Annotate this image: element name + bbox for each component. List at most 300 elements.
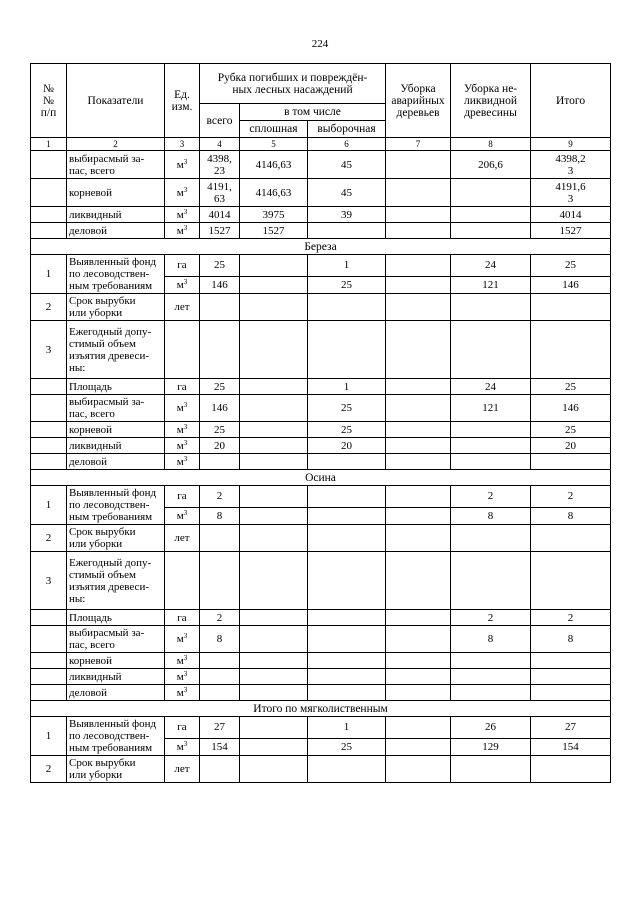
data-row xyxy=(31,151,611,179)
unit-cell xyxy=(165,507,200,524)
value-cell-c4: 4014 xyxy=(200,207,240,223)
unit-superscript: 3 xyxy=(183,454,188,463)
value-cell-c8: 206,6 xyxy=(451,151,531,179)
column-numbers-row xyxy=(31,138,611,151)
indicator-label: выбирасмый за- пас, всего xyxy=(67,151,165,179)
value-cell-c4: 1527 xyxy=(200,223,240,239)
value-cell-c5 xyxy=(240,438,308,454)
column-number: 8 xyxy=(451,138,531,151)
value-cell-c4: 25 xyxy=(200,422,240,438)
value-cell-c7 xyxy=(386,507,451,524)
value-cell-c6 xyxy=(308,669,386,685)
unit-cell xyxy=(165,179,200,207)
header-row-1 xyxy=(31,64,611,104)
empty-cell xyxy=(451,525,531,552)
empty-cell xyxy=(531,321,611,379)
indicator-label: Площадь xyxy=(67,610,165,626)
value-cell-c8 xyxy=(451,685,531,701)
value-cell-c7 xyxy=(386,717,451,739)
header-indicators: Показатели xyxy=(67,64,165,138)
empty-cell xyxy=(451,756,531,783)
value-cell-c6 xyxy=(308,507,386,524)
value-cell-c6 xyxy=(308,223,386,239)
value-cell-c5 xyxy=(240,276,308,293)
data-row xyxy=(31,610,611,626)
empty-cell xyxy=(386,756,451,783)
value-cell-c9 xyxy=(531,669,611,685)
value-cell-c9: 146 xyxy=(531,395,611,422)
indicator-label: Ежегодный допу- стимый объем изъятия древеси- ны: xyxy=(67,552,165,610)
value-cell-c8 xyxy=(451,223,531,239)
value-cell-c9: 146 xyxy=(531,276,611,293)
data-row xyxy=(31,379,611,395)
value-cell-c9: 20 xyxy=(531,438,611,454)
felling-table xyxy=(30,63,611,783)
unit-superscript: 3 xyxy=(183,653,188,662)
empty-cell xyxy=(240,525,308,552)
unit-superscript: 3 xyxy=(183,401,188,409)
unit-cell xyxy=(165,738,200,755)
row-number xyxy=(31,653,67,669)
value-cell-c4 xyxy=(200,653,240,669)
value-cell-c7 xyxy=(386,454,451,470)
value-cell-c9: 1527 xyxy=(531,223,611,239)
data-row xyxy=(31,552,611,610)
header-total: Итого xyxy=(531,64,611,138)
unit-cell xyxy=(165,626,200,653)
data-row xyxy=(31,207,611,223)
indicator-label: выбирасмый за- пас, всего xyxy=(67,626,165,653)
empty-cell xyxy=(451,294,531,321)
indicator-label: корневой xyxy=(67,179,165,207)
section-title-row xyxy=(31,470,611,486)
column-number: 5 xyxy=(240,138,308,151)
data-row xyxy=(31,294,611,321)
row-number xyxy=(31,151,67,179)
unit-label: м xyxy=(176,654,184,667)
empty-cell xyxy=(308,294,386,321)
value-cell-c4: 4398, 23 xyxy=(200,151,240,179)
section-title-row xyxy=(31,239,611,255)
value-cell-c5: 4146,63 xyxy=(240,179,308,207)
row-number xyxy=(31,207,67,223)
value-cell-c6: 20 xyxy=(308,438,386,454)
column-number: 6 xyxy=(308,138,386,151)
value-cell-c8: 8 xyxy=(451,507,531,524)
empty-cell xyxy=(200,552,240,610)
unit-cell xyxy=(165,422,200,438)
unit-superscript: 3 xyxy=(183,685,188,694)
value-cell-c6 xyxy=(308,653,386,669)
unit-cell xyxy=(165,294,200,321)
value-cell-c5: 3975 xyxy=(240,207,308,223)
value-cell-c4: 25 xyxy=(200,379,240,395)
indicator-label: ликвидный xyxy=(67,207,165,223)
value-cell-c7 xyxy=(386,653,451,669)
row-number: 1 xyxy=(31,717,67,756)
value-cell-c4: 2 xyxy=(200,486,240,508)
unit-label: м xyxy=(176,402,184,414)
row-number xyxy=(31,179,67,207)
empty-cell xyxy=(386,552,451,610)
column-number: 3 xyxy=(165,138,200,151)
empty-cell xyxy=(200,756,240,783)
indicator-label: Выявленный фонд по лесоводствен- ным требованиям xyxy=(67,255,165,294)
unit-label: м xyxy=(176,278,184,291)
unit-superscript: 3 xyxy=(183,207,188,216)
value-cell-c6: 25 xyxy=(308,276,386,293)
unit-cell xyxy=(165,276,200,293)
unit-cell xyxy=(165,255,200,277)
value-cell-c6: 25 xyxy=(308,395,386,422)
value-cell-c9: 2 xyxy=(531,610,611,626)
value-cell-c5 xyxy=(240,685,308,701)
empty-cell xyxy=(531,294,611,321)
header-all: всего xyxy=(200,104,240,138)
unit-label: м xyxy=(176,439,184,452)
data-row xyxy=(31,653,611,669)
value-cell-c8: 121 xyxy=(451,276,531,293)
value-cell-c5 xyxy=(240,507,308,524)
section-title: Береза xyxy=(31,239,611,255)
header-group: Рубка погибших и повреждён- ных лесных насаждений xyxy=(200,64,386,104)
value-cell-c7 xyxy=(386,179,451,207)
unit-cell xyxy=(165,525,200,552)
data-row xyxy=(31,321,611,379)
page-number: 224 xyxy=(311,38,329,50)
unit-cell xyxy=(165,223,200,239)
empty-cell xyxy=(451,552,531,610)
unit-superscript: 3 xyxy=(183,669,188,678)
value-cell-c5 xyxy=(240,379,308,395)
unit-cell xyxy=(165,438,200,454)
value-cell-c9: 4191,6 3 xyxy=(531,179,611,207)
header-emergency: Уборка аварийных деревьев xyxy=(386,64,451,138)
data-row xyxy=(31,669,611,685)
value-cell-c8 xyxy=(451,422,531,438)
value-cell-c4: 8 xyxy=(200,507,240,524)
row-number xyxy=(31,395,67,422)
value-cell-c8: 2 xyxy=(451,486,531,508)
value-cell-c4: 25 xyxy=(200,255,240,277)
data-row xyxy=(31,422,611,438)
empty-cell xyxy=(386,294,451,321)
unit-label: м xyxy=(176,208,184,221)
value-cell-c5 xyxy=(240,669,308,685)
value-cell-c8: 2 xyxy=(451,610,531,626)
row-number: 3 xyxy=(31,321,67,379)
section-title: Итого по мягколиственным xyxy=(31,701,611,717)
data-row xyxy=(31,486,611,508)
value-cell-c7 xyxy=(386,151,451,179)
value-cell-c5: 1527 xyxy=(240,223,308,239)
unit-label: м xyxy=(176,186,184,199)
value-cell-c5: 4146,63 xyxy=(240,151,308,179)
empty-cell xyxy=(165,552,200,610)
value-cell-c9 xyxy=(531,454,611,470)
header-number: № № п/п xyxy=(31,64,67,138)
value-cell-c8 xyxy=(451,207,531,223)
unit-cell xyxy=(165,151,200,179)
indicator-label: выбирасмый за- пас, всего xyxy=(67,395,165,422)
unit-label: м xyxy=(176,455,184,468)
empty-cell xyxy=(308,756,386,783)
empty-cell xyxy=(451,321,531,379)
row-number xyxy=(31,669,67,685)
row-number: 2 xyxy=(31,756,67,783)
row-number: 1 xyxy=(31,255,67,294)
indicator-label: деловой xyxy=(67,454,165,470)
row-number xyxy=(31,454,67,470)
data-row xyxy=(31,525,611,552)
value-cell-c8 xyxy=(451,669,531,685)
value-cell-c6: 1 xyxy=(308,379,386,395)
indicator-label: ликвидный xyxy=(67,669,165,685)
value-cell-c8 xyxy=(451,454,531,470)
value-cell-c5 xyxy=(240,626,308,653)
row-number xyxy=(31,379,67,395)
value-cell-c6: 25 xyxy=(308,738,386,755)
value-cell-c4 xyxy=(200,669,240,685)
value-cell-c7 xyxy=(386,610,451,626)
unit-superscript: 3 xyxy=(183,508,188,517)
empty-cell xyxy=(200,294,240,321)
value-cell-c8: 26 xyxy=(451,717,531,739)
unit-label: лет xyxy=(174,763,190,775)
value-cell-c8 xyxy=(451,653,531,669)
value-cell-c9: 154 xyxy=(531,738,611,755)
value-cell-c6: 1 xyxy=(308,717,386,739)
value-cell-c7 xyxy=(386,276,451,293)
data-row xyxy=(31,438,611,454)
indicator-label: Срок вырубки или уборки xyxy=(67,294,165,321)
value-cell-c8 xyxy=(451,179,531,207)
indicator-label: Срок вырубки или уборки xyxy=(67,525,165,552)
value-cell-c9: 8 xyxy=(531,626,611,653)
header-unit: Ед. изм. xyxy=(165,64,200,138)
data-row xyxy=(31,756,611,783)
value-cell-c8: 24 xyxy=(451,255,531,277)
row-number: 1 xyxy=(31,486,67,525)
value-cell-c9: 8 xyxy=(531,507,611,524)
row-number xyxy=(31,438,67,454)
indicator-label: Ежегодный допу- стимый объем изъятия древеси- ны: xyxy=(67,321,165,379)
value-cell-c4: 146 xyxy=(200,395,240,422)
unit-label: га xyxy=(177,490,187,503)
header-clear: сплошная xyxy=(240,121,308,138)
unit-cell xyxy=(165,653,200,669)
empty-cell xyxy=(165,321,200,379)
value-cell-c4 xyxy=(200,454,240,470)
row-number: 2 xyxy=(31,294,67,321)
unit-label: м xyxy=(176,686,184,699)
value-cell-c4: 154 xyxy=(200,738,240,755)
empty-cell xyxy=(200,321,240,379)
value-cell-c7 xyxy=(386,207,451,223)
indicator-label: Выявленный фонд по лесоводствен- ным требованиям xyxy=(67,717,165,756)
value-cell-c7 xyxy=(386,422,451,438)
data-row xyxy=(31,454,611,470)
row-number: 3 xyxy=(31,552,67,610)
empty-cell xyxy=(240,552,308,610)
value-cell-c5 xyxy=(240,717,308,739)
value-cell-c6 xyxy=(308,626,386,653)
empty-cell xyxy=(308,525,386,552)
column-number: 2 xyxy=(67,138,165,151)
unit-superscript: 3 xyxy=(183,422,188,431)
unit-cell xyxy=(165,669,200,685)
indicator-label: ликвидный xyxy=(67,438,165,454)
value-cell-c6: 45 xyxy=(308,151,386,179)
value-cell-c4: 27 xyxy=(200,717,240,739)
data-row xyxy=(31,685,611,701)
empty-cell xyxy=(240,294,308,321)
unit-cell xyxy=(165,756,200,783)
value-cell-c5 xyxy=(240,422,308,438)
value-cell-c5 xyxy=(240,454,308,470)
header-selective: выборочная xyxy=(308,121,386,138)
value-cell-c6: 45 xyxy=(308,179,386,207)
unit-cell xyxy=(165,395,200,422)
empty-cell xyxy=(200,525,240,552)
unit-label: м xyxy=(176,509,184,522)
column-number: 4 xyxy=(200,138,240,151)
value-cell-c7 xyxy=(386,626,451,653)
value-cell-c7 xyxy=(386,738,451,755)
row-number xyxy=(31,223,67,239)
value-cell-c9 xyxy=(531,653,611,669)
row-number xyxy=(31,422,67,438)
empty-cell xyxy=(531,525,611,552)
data-row xyxy=(31,223,611,239)
value-cell-c4: 8 xyxy=(200,626,240,653)
value-cell-c6 xyxy=(308,454,386,470)
value-cell-c7 xyxy=(386,379,451,395)
unit-label: га xyxy=(177,259,187,272)
unit-label: га xyxy=(177,611,187,624)
empty-cell xyxy=(240,321,308,379)
column-number: 7 xyxy=(386,138,451,151)
empty-cell xyxy=(531,552,611,610)
indicator-label: корневой xyxy=(67,422,165,438)
unit-label: м xyxy=(176,423,184,436)
unit-label: лет xyxy=(174,532,190,544)
value-cell-c9: 4398,2 3 xyxy=(531,151,611,179)
value-cell-c9: 25 xyxy=(531,379,611,395)
unit-cell xyxy=(165,207,200,223)
indicator-label: Выявленный фонд по лесоводствен- ным требованиям xyxy=(67,486,165,525)
empty-cell xyxy=(386,525,451,552)
row-number xyxy=(31,626,67,653)
value-cell-c4: 146 xyxy=(200,276,240,293)
unit-superscript: 3 xyxy=(183,157,188,166)
value-cell-c9: 25 xyxy=(531,422,611,438)
empty-cell xyxy=(386,321,451,379)
value-cell-c7 xyxy=(386,486,451,508)
indicator-label: Срок вырубки или уборки xyxy=(67,756,165,783)
section-title: Осина xyxy=(31,470,611,486)
unit-superscript: 3 xyxy=(183,223,188,232)
value-cell-c9: 25 xyxy=(531,255,611,277)
data-row xyxy=(31,395,611,422)
value-cell-c7 xyxy=(386,685,451,701)
data-row xyxy=(31,626,611,653)
value-cell-c5 xyxy=(240,395,308,422)
empty-cell xyxy=(308,321,386,379)
value-cell-c7 xyxy=(386,223,451,239)
value-cell-c6 xyxy=(308,610,386,626)
value-cell-c9 xyxy=(531,685,611,701)
value-cell-c5 xyxy=(240,738,308,755)
section-title-row xyxy=(31,701,611,717)
unit-cell xyxy=(165,685,200,701)
row-number: 2 xyxy=(31,525,67,552)
unit-superscript: 3 xyxy=(183,632,188,640)
row-number xyxy=(31,610,67,626)
indicator-label: Площадь xyxy=(67,379,165,395)
value-cell-c8 xyxy=(451,438,531,454)
unit-cell xyxy=(165,486,200,508)
unit-superscript: 3 xyxy=(183,185,188,194)
unit-cell xyxy=(165,610,200,626)
value-cell-c8: 8 xyxy=(451,626,531,653)
value-cell-c7 xyxy=(386,395,451,422)
value-cell-c8: 121 xyxy=(451,395,531,422)
empty-cell xyxy=(308,552,386,610)
value-cell-c5 xyxy=(240,653,308,669)
unit-label: лет xyxy=(174,301,190,313)
column-number: 9 xyxy=(531,138,611,151)
data-row xyxy=(31,717,611,739)
value-cell-c6: 1 xyxy=(308,255,386,277)
row-number xyxy=(31,685,67,701)
unit-label: га xyxy=(177,721,187,734)
value-cell-c7 xyxy=(386,255,451,277)
value-cell-c9: 2 xyxy=(531,486,611,508)
header-including: в том числе xyxy=(240,104,386,121)
value-cell-c4: 4191, 63 xyxy=(200,179,240,207)
data-row xyxy=(31,255,611,277)
empty-cell xyxy=(240,756,308,783)
value-cell-c4 xyxy=(200,685,240,701)
value-cell-c9: 27 xyxy=(531,717,611,739)
unit-cell xyxy=(165,454,200,470)
unit-label: м xyxy=(176,670,184,683)
unit-superscript: 3 xyxy=(183,739,188,748)
indicator-label: корневой xyxy=(67,653,165,669)
value-cell-c7 xyxy=(386,669,451,685)
unit-label: м xyxy=(176,740,184,753)
value-cell-c9: 4014 xyxy=(531,207,611,223)
unit-label: га xyxy=(177,380,187,393)
value-cell-c8: 24 xyxy=(451,379,531,395)
value-cell-c5 xyxy=(240,486,308,508)
unit-label: м xyxy=(176,224,184,237)
value-cell-c5 xyxy=(240,610,308,626)
value-cell-c4: 20 xyxy=(200,438,240,454)
unit-superscript: 3 xyxy=(183,438,188,447)
value-cell-c8: 129 xyxy=(451,738,531,755)
unit-cell xyxy=(165,379,200,395)
value-cell-c5 xyxy=(240,255,308,277)
indicator-label: деловой xyxy=(67,685,165,701)
header-illiquid: Уборка не- ликвидной древесины xyxy=(451,64,531,138)
value-cell-c4: 2 xyxy=(200,610,240,626)
value-cell-c6: 25 xyxy=(308,422,386,438)
unit-label: м xyxy=(176,633,184,645)
empty-cell xyxy=(531,756,611,783)
unit-superscript: 3 xyxy=(183,277,188,286)
